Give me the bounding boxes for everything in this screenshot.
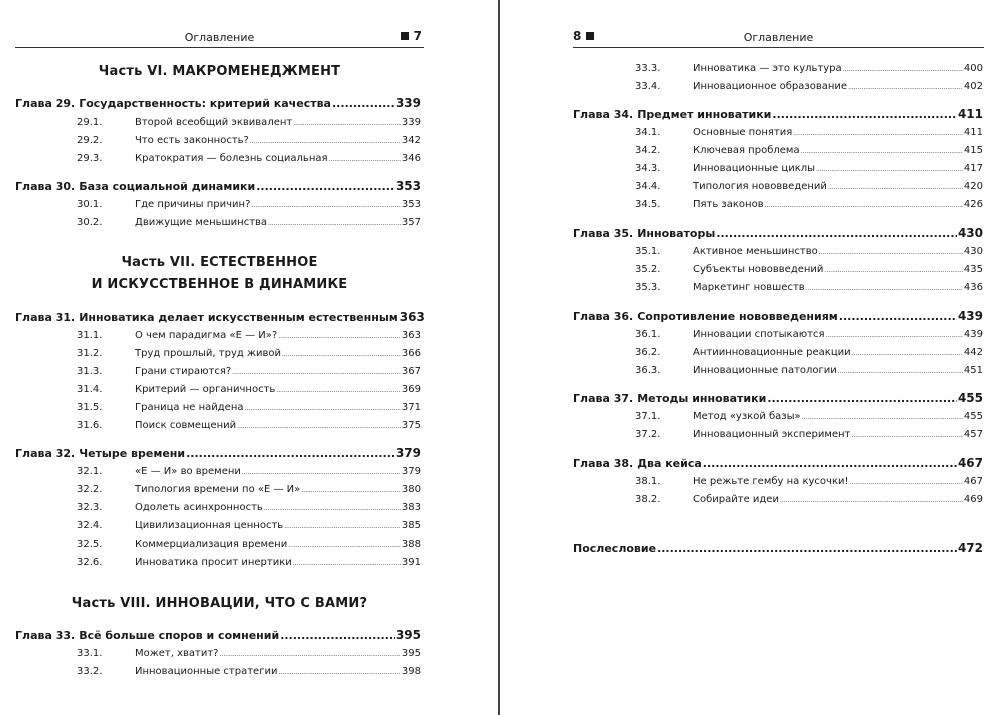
- dot-leader: [301, 487, 401, 494]
- dot-leader: [186, 447, 395, 460]
- toc-section[interactable]: 34.5. Пять законов ..... 426: [573, 199, 983, 210]
- dot-leader: [767, 392, 957, 405]
- toc-section[interactable]: 32.5. Коммерциализация времени ..... 388: [15, 539, 421, 550]
- toc-section[interactable]: 34.2. Ключевая проблема ..... 415: [573, 145, 983, 156]
- toc-section[interactable]: 32.4. Цивилизационная ценность ..... 385: [15, 520, 421, 531]
- dot-leader: [816, 166, 963, 173]
- toc-section[interactable]: 31.5. Граница не найдена ..... 371: [15, 402, 421, 413]
- square-bullet-icon: [401, 32, 409, 40]
- toc-section[interactable]: 34.3. Инновационные циклы ..... 417: [573, 163, 983, 174]
- toc-chapter[interactable]: Глава 32. Четыре времени ..... 379: [15, 446, 421, 460]
- dot-leader: [703, 457, 957, 470]
- toc-chapter[interactable]: Глава 30. База социальной динамики ..... 353: [15, 179, 421, 193]
- dot-leader: [293, 120, 401, 127]
- dot-leader: [284, 523, 401, 530]
- right-running-header: [573, 30, 984, 48]
- left-page: [0, 0, 498, 715]
- page-ref: 411: [957, 107, 983, 121]
- page-ref: 467: [957, 456, 983, 470]
- dot-leader: [276, 387, 401, 394]
- dot-leader: [657, 542, 957, 555]
- page-ref: 353: [395, 179, 421, 193]
- dot-leader: [716, 227, 957, 240]
- toc-section[interactable]: 35.2. Субъекты нововведений ..... 435: [573, 264, 983, 275]
- toc-chapter[interactable]: Глава 34. Предмет инноватики ..... 411: [573, 107, 983, 121]
- part-heading: Часть VI. МАКРОМЕНЕДЖМЕНТ: [98, 64, 341, 79]
- part-heading: Часть VIII. ИННОВАЦИИ, ЧТО С ВАМИ?: [71, 596, 368, 611]
- page-ref: 472: [957, 541, 983, 555]
- running-header-title: Оглавление: [184, 31, 255, 44]
- dot-leader: [256, 180, 395, 193]
- toc-section[interactable]: 32.2. Типология времени по «Е — И» ..... 380: [15, 484, 421, 495]
- left-running-header: [15, 30, 424, 48]
- toc-section[interactable]: 38.2. Собирайте идеи ..... 469: [573, 494, 983, 505]
- toc-section[interactable]: 33.3. Инноватика — это культура ..... 400: [573, 63, 983, 74]
- dot-leader: [288, 542, 401, 549]
- page-ref: 363: [399, 310, 425, 324]
- dot-leader: [332, 97, 395, 110]
- dot-leader: [329, 156, 401, 163]
- toc-afterword[interactable]: Послесловие ..... 472: [573, 541, 983, 555]
- dot-leader: [839, 310, 957, 323]
- toc-section[interactable]: 38.1. Не режьте гембу на кусочки! ..... 467: [573, 476, 983, 487]
- dot-leader: [250, 138, 401, 145]
- toc-section[interactable]: 32.6. Инноватика просит инертики ..... 391: [15, 557, 421, 568]
- part-heading-line2: И ИСКУССТВЕННОЕ В ДИНАМИКЕ: [91, 277, 348, 292]
- running-header-title: Оглавление: [743, 31, 814, 44]
- page-number: 8: [573, 29, 594, 43]
- dot-leader: [793, 130, 963, 137]
- toc-section[interactable]: 36.2. Антиинновационные реакции ..... 442: [573, 347, 983, 358]
- toc-section[interactable]: 36.3. Инновационные патологии ..... 451: [573, 365, 983, 376]
- toc-section[interactable]: 35.3. Маркетинг новшеств ..... 436: [573, 282, 983, 293]
- dot-leader: [251, 202, 401, 209]
- dot-leader: [293, 560, 401, 567]
- toc-section[interactable]: 37.1. Метод «узкой базы» ..... 455: [573, 411, 983, 422]
- toc-section[interactable]: 33.1. Может, хватит? ..... 395: [15, 648, 421, 659]
- dot-leader: [850, 479, 963, 486]
- toc-section[interactable]: 32.3. Одолеть асинхронность ..... 383: [15, 502, 421, 513]
- toc-chapter[interactable]: Глава 35. Инноваторы ..... 430: [573, 226, 983, 240]
- dot-leader: [220, 651, 401, 658]
- dot-leader: [282, 351, 401, 358]
- dot-leader: [264, 505, 401, 512]
- dot-leader: [843, 66, 963, 73]
- toc-section[interactable]: 31.6. Поиск совмещений ..... 375: [15, 420, 421, 431]
- toc-chapter[interactable]: Глава 29. Государственность: критерий качества ..... 339: [15, 96, 421, 110]
- dot-leader: [806, 285, 963, 292]
- right-page: [502, 0, 1000, 715]
- dot-leader: [824, 267, 962, 274]
- page-ref: 430: [957, 226, 983, 240]
- book-spine: [498, 0, 500, 715]
- page-ref: 339: [395, 96, 421, 110]
- dot-leader: [780, 497, 963, 504]
- page-ref: 455: [957, 391, 983, 405]
- dot-leader: [237, 423, 401, 430]
- dot-leader: [851, 432, 963, 439]
- dot-leader: [801, 148, 963, 155]
- toc-section[interactable]: 30.2. Движущие меньшинства ..... 357: [15, 217, 421, 228]
- toc-chapter[interactable]: Глава 36. Сопротивление нововведениям ..... 439: [573, 309, 983, 323]
- dot-leader: [242, 469, 401, 476]
- dot-leader: [828, 184, 963, 191]
- dot-leader: [772, 108, 957, 121]
- square-bullet-icon: [586, 32, 594, 40]
- page-ref: 379: [395, 446, 421, 460]
- toc-section[interactable]: 35.1. Активное меньшинство ..... 430: [573, 246, 983, 257]
- toc-chapter[interactable]: Глава 38. Два кейса ..... 467: [573, 456, 983, 470]
- toc-section[interactable]: 34.4. Типология нововведений ..... 420: [573, 181, 983, 192]
- toc-chapter[interactable]: Глава 37. Методы инноватики ..... 455: [573, 391, 983, 405]
- toc-section[interactable]: 34.1. Основные понятия ..... 411: [573, 127, 983, 138]
- toc-section[interactable]: 31.1. О чем парадигма «Е — И»? ..... 363: [15, 330, 421, 341]
- dot-leader: [852, 350, 963, 357]
- toc-section[interactable]: 36.1. Инновации спотыкаются ..... 439: [573, 329, 983, 340]
- toc-section[interactable]: 29.1. Второй всеобщий эквивалент ..... 339: [15, 117, 421, 128]
- dot-leader: [245, 405, 401, 412]
- toc-chapter[interactable]: Глава 31. Инноватика делает искусственным естественным 363: [15, 310, 425, 324]
- dot-leader: [765, 202, 963, 209]
- page-ref: 439: [957, 309, 983, 323]
- toc-section[interactable]: 30.1. Где причины причин? ..... 353: [15, 199, 421, 210]
- toc-section[interactable]: 33.4. Инновационное образование ..... 402: [573, 81, 983, 92]
- dot-leader: [278, 669, 400, 676]
- toc-chapter[interactable]: Глава 33. Всё больше споров и сомнений ..... 395: [15, 628, 421, 642]
- toc-section[interactable]: 29.2. Что есть законность? ..... 342: [15, 135, 421, 146]
- dot-leader: [268, 220, 401, 227]
- dot-leader: [819, 249, 963, 256]
- dot-leader: [278, 333, 401, 340]
- dot-leader: [232, 369, 401, 376]
- page-number: 7: [401, 29, 422, 43]
- dot-leader: [802, 414, 963, 421]
- toc-section[interactable]: 31.2. Труд прошлый, труд живой ..... 366: [15, 348, 421, 359]
- page-ref: 395: [395, 628, 421, 642]
- dot-leader: [838, 368, 963, 375]
- toc-section[interactable]: 29.3. Кратократия — болезнь социальная ..... 346: [15, 153, 421, 164]
- dot-leader: [280, 629, 395, 642]
- toc-section[interactable]: 31.4. Критерий — органичность ..... 369: [15, 384, 421, 395]
- toc-section[interactable]: 31.3. Грани стираются? ..... 367: [15, 366, 421, 377]
- part-heading: Часть VII. ЕСТЕСТВЕННОЕ: [121, 255, 318, 270]
- dot-leader: [848, 84, 963, 91]
- dot-leader: [825, 332, 962, 339]
- toc-section[interactable]: 33.2. Инновационные стратегии ..... 398: [15, 666, 421, 677]
- toc-section[interactable]: 37.2. Инновационный эксперимент ..... 457: [573, 429, 983, 440]
- toc-section[interactable]: 32.1. «Е — И» во времени ..... 379: [15, 466, 421, 477]
